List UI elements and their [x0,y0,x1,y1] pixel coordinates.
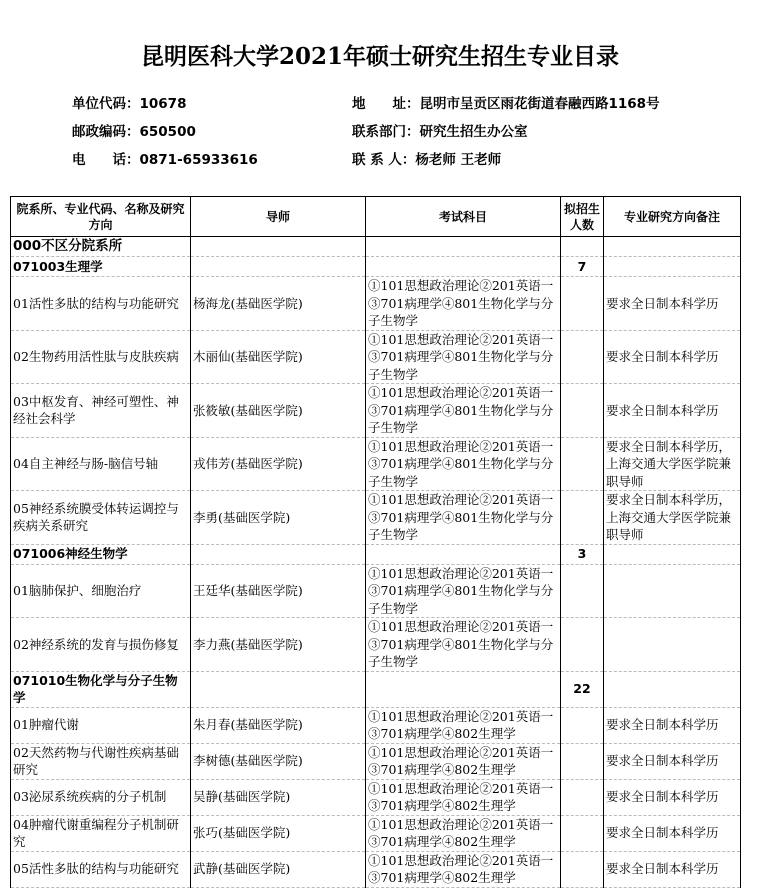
tutor: 张筱敏(基础医学院) [191,384,366,438]
direction: 03泌尿系统疾病的分子机制 [11,779,191,815]
exam-subjects: ①101思想政治理论②201英语一③701病理学④801生物化学与分子生物学 [366,618,561,672]
header-note: 专业研究方向备注 [604,197,741,237]
header-tutor: 导师 [191,197,366,237]
note [604,618,741,672]
tutor: 李树德(基础医学院) [191,743,366,779]
major-name: 071003生理学 [11,257,191,277]
tutor: 王廷华(基础医学院) [191,564,366,618]
direction: 01肿瘤代谢 [11,707,191,743]
major-row [11,671,741,707]
table-row [11,851,741,887]
exam-subjects: ①101思想政治理论②201英语一③701病理学④801生物化学与分子生物学 [366,330,561,384]
direction: 03中枢发育、神经可塑性、神经社会科学 [11,384,191,438]
note: 要求全日制本科学历 [604,707,741,743]
unit-code: 单位代码：10678 [72,96,187,112]
tutor: 戎伟芳(基础医学院) [191,437,366,491]
exam-subjects: ①101思想政治理论②201英语一③701病理学④801生物化学与分子生物学 [366,277,561,331]
tutor: 木丽仙(基础医学院) [191,330,366,384]
tutor: 朱月春(基础医学院) [191,707,366,743]
table-row [11,277,741,331]
major-row [11,544,741,564]
tutor: 李力燕(基础医学院) [191,618,366,672]
table-row [11,779,741,815]
exam-subjects: ①101思想政治理论②201英语一③701病理学④801生物化学与分子生物学 [366,384,561,438]
phone: 电 话：0871-65933616 [72,152,258,168]
direction: 05活性多肽的结构与功能研究 [11,851,191,887]
direction: 01活性多肽的结构与功能研究 [11,277,191,331]
exam-subjects: ①101思想政治理论②201英语一③701病理学④802生理学 [366,707,561,743]
note: 要求全日制本科学历 [604,277,741,331]
note: 要求全日制本科学历 [604,779,741,815]
table-row [11,815,741,851]
table-row [11,743,741,779]
exam-subjects: ①101思想政治理论②201英语一③701病理学④801生物化学与分子生物学 [366,491,561,545]
tutor: 武静(基础医学院) [191,851,366,887]
table-row [11,491,741,545]
header-exam: 考试科目 [366,197,561,237]
direction: 02生物药用活性肽与皮肤疾病 [11,330,191,384]
enroll-count: 3 [561,544,604,564]
table-row [11,618,741,672]
postal-code: 邮政编码：650500 [72,124,196,140]
note: 要求全日制本科学历，上海交通大学医学院兼职导师 [604,437,741,491]
dept-row [11,237,741,257]
catalog-table [10,196,741,888]
major-name: 071006神经生物学 [11,544,191,564]
exam-subjects: ①101思想政治理论②201英语一③701病理学④802生理学 [366,851,561,887]
header-count: 拟招生人数 [561,197,604,237]
enroll-count: 22 [561,671,604,707]
address: 地 址：昆明市呈贡区雨花街道春融西路1168号 [352,96,660,112]
contact-person: 联 系 人：杨老师 王老师 [352,152,502,168]
note: 要求全日制本科学历 [604,815,741,851]
major-row [11,257,741,277]
tutor: 吴静(基础医学院) [191,779,366,815]
note: 要求全日制本科学历 [604,330,741,384]
exam-subjects: ①101思想政治理论②201英语一③701病理学④802生理学 [366,779,561,815]
note: 要求全日制本科学历 [604,851,741,887]
direction: 05神经系统膜受体转运调控与疾病关系研究 [11,491,191,545]
direction: 02神经系统的发育与损伤修复 [11,618,191,672]
tutor: 杨海龙(基础医学院) [191,277,366,331]
direction: 01脑肺保护、细胞治疗 [11,564,191,618]
page-title: 昆明医科大学2021年硕士研究生招生专业目录 [140,43,619,70]
note: 要求全日制本科学历 [604,384,741,438]
exam-subjects: ①101思想政治理论②201英语一③701病理学④802生理学 [366,743,561,779]
note: 要求全日制本科学历 [604,743,741,779]
table-row [11,564,741,618]
direction: 02天然药物与代谢性疾病基础研究 [11,743,191,779]
exam-subjects: ①101思想政治理论②201英语一③701病理学④802生理学 [366,815,561,851]
table-row [11,384,741,438]
exam-subjects: ①101思想政治理论②201英语一③701病理学④801生物化学与分子生物学 [366,437,561,491]
dept-name: 000不区分院系所 [11,237,191,257]
direction: 04自主神经与肠-脑信号轴 [11,437,191,491]
enroll-count: 7 [561,257,604,277]
table-row [11,707,741,743]
major-name: 071010生物化学与分子生物学 [11,671,191,707]
note: 要求全日制本科学历，上海交通大学医学院兼职导师 [604,491,741,545]
tutor: 张巧(基础医学院) [191,815,366,851]
table-row [11,330,741,384]
table-row [11,437,741,491]
note [604,564,741,618]
contact-dept: 联系部门：研究生招生办公室 [352,124,528,140]
table-header [11,197,741,237]
header-direction: 院系所、专业代码、名称及研究方向 [11,197,191,237]
exam-subjects: ①101思想政治理论②201英语一③701病理学④801生物化学与分子生物学 [366,564,561,618]
direction: 04肿瘤代谢重编程分子机制研究 [11,815,191,851]
tutor: 李勇(基础医学院) [191,491,366,545]
